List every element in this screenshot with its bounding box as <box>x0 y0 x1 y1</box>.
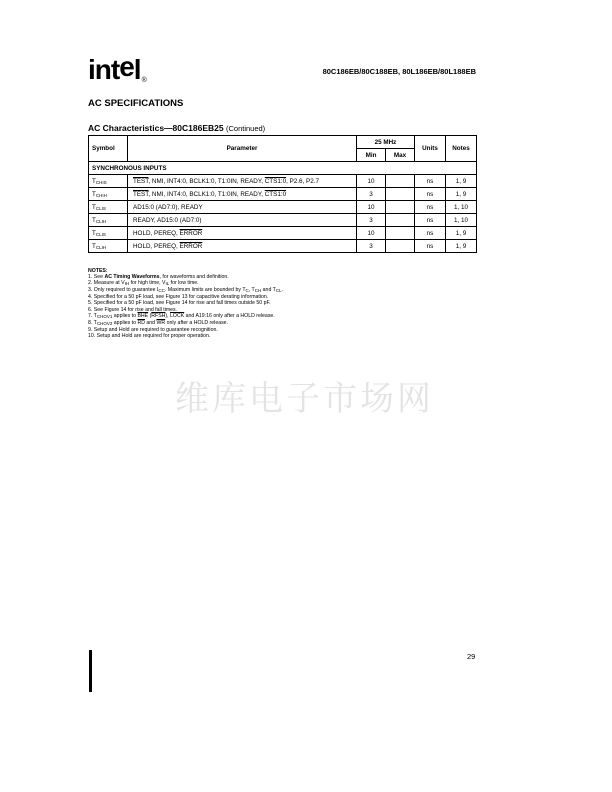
param-overline-c: CTS1:0 <box>264 177 287 185</box>
max-cell <box>386 175 415 188</box>
note-9: 9. Setup and Hold are required to guarantee recognition. <box>88 326 218 333</box>
header-parameter: Parameter <box>128 136 357 162</box>
min-cell: 10 <box>357 201 386 214</box>
table-header-row <box>89 136 477 149</box>
note-4: 4. Specified for a 50 pF load, see Figure 13 for capacitive derating information. <box>88 294 269 301</box>
note-3-g: and T <box>261 287 276 294</box>
header-units: Units <box>415 136 446 162</box>
note-2-c: for high time, V <box>129 280 166 287</box>
symbol-subscript: CLIH <box>95 218 107 224</box>
note-3 <box>88 287 408 294</box>
param-overline-c: ERROR <box>179 229 203 237</box>
param-overline-c: CTS1:0 <box>264 190 287 198</box>
symbol-text: T <box>92 216 96 224</box>
table-row <box>89 175 477 188</box>
param-text-b: HOLD, PEREQ, <box>133 229 180 237</box>
note-5: 5. Specified for a 50 pF load, see Figure 14 for rise and fall times outside 50 pF. <box>88 300 271 307</box>
note-2-a: 2. Measure at V <box>88 280 125 287</box>
parameter-cell <box>128 175 357 188</box>
header-freq: 25 MHz <box>357 136 415 149</box>
ac-characteristics-table <box>88 135 477 253</box>
param-text-b: , NMI, INT4:0, BCLK1:0, T1:0IN, READY, <box>148 177 265 185</box>
note-8-c: applies to <box>112 319 138 326</box>
note-3-sub-cc: CC <box>158 288 165 294</box>
header-min: Min <box>357 149 386 162</box>
symbol-text: T <box>92 229 96 237</box>
notes-cell: 1, 9 <box>446 240 477 253</box>
table-title <box>88 123 265 133</box>
parameter-cell <box>128 188 357 201</box>
logo-text-l: l <box>133 54 141 85</box>
symbol-subscript: CHIH <box>95 192 107 198</box>
units-cell: ns <box>415 240 446 253</box>
note-2-sub-ih: IH <box>124 281 130 287</box>
param-overline-a: TEST <box>133 190 149 198</box>
parameter-cell <box>128 240 357 253</box>
section-title: AC SPECIFICATIONS <box>88 98 184 109</box>
table-row <box>89 188 477 201</box>
note-3-sub-ch: CH <box>254 288 262 294</box>
page-number: 29 <box>467 652 476 661</box>
max-cell <box>386 201 415 214</box>
group-label: SYNCHRONOUS INPUTS <box>89 162 477 175</box>
param-text-b: , NMI, INT4:0, BCLK1:0, T1:0IN, READY, <box>148 190 265 198</box>
notes-cell: 1, 9 <box>446 227 477 240</box>
note-1-bold: AC Timing Waveforms <box>104 274 160 281</box>
note-8-g: only after a HOLD release. <box>165 319 229 326</box>
notes-cell: 1, 10 <box>446 214 477 227</box>
param-overline-c: ERROR <box>179 242 203 250</box>
symbol-text: T <box>92 177 96 185</box>
note-8-e: and <box>144 319 157 326</box>
symbol-cell <box>89 188 128 201</box>
note-7-i: and A19:16 only after a HOLD release. <box>184 312 275 319</box>
units-cell: ns <box>415 188 446 201</box>
note-7-lock: LOCK <box>170 312 185 319</box>
notes-cell: 1, 9 <box>446 188 477 201</box>
min-cell: 3 <box>357 214 386 227</box>
note-3-e: , T <box>248 287 255 294</box>
note-1-a: 1. See <box>88 274 105 281</box>
intel-logo <box>88 51 146 85</box>
units-cell: ns <box>415 201 446 214</box>
symbol-subscript: CLIS <box>95 231 106 237</box>
header-max: Max <box>386 149 415 162</box>
param-text-b: READY, AD15:0 (AD7:0) <box>133 216 202 224</box>
header-symbol: Symbol <box>89 136 128 162</box>
symbol-text: T <box>92 203 96 211</box>
notes-heading: NOTES: <box>88 268 108 274</box>
note-8-wr: $\overline{WR}$ <box>156 319 166 326</box>
note-7-c: applies to <box>112 312 138 319</box>
max-cell <box>386 188 415 201</box>
min-cell: 3 <box>357 240 386 253</box>
units-cell: ns <box>415 214 446 227</box>
notes-cell: 1, 10 <box>446 201 477 214</box>
table-row <box>89 240 477 253</box>
symbol-subscript: CLIH <box>95 244 107 250</box>
group-row <box>89 162 477 175</box>
note-3-i: . <box>281 287 284 294</box>
note-7-a: 7. T <box>88 312 97 319</box>
symbol-cell <box>89 175 128 188</box>
note-8 <box>88 320 408 327</box>
note-10: 10. Setup and Hold are required for proper operation. <box>88 332 211 339</box>
parameter-cell <box>128 201 357 214</box>
param-text-b: HOLD, PEREQ, <box>133 242 180 250</box>
max-cell <box>386 227 415 240</box>
parameter-cell <box>128 214 357 227</box>
param-text-d: , P2.6, P2.7 <box>286 177 319 185</box>
part-numbers-header: 80C186EB/80C188EB, 80L186EB/80L188EB <box>322 67 476 76</box>
note-2-e: for low time. <box>169 280 199 287</box>
min-cell: 3 <box>357 188 386 201</box>
note-7 <box>88 313 408 320</box>
param-overline-a: TEST <box>133 177 149 185</box>
units-cell: ns <box>415 175 446 188</box>
notes-block <box>88 268 408 339</box>
table-row <box>89 201 477 214</box>
symbol-subscript: CHIS <box>95 179 107 185</box>
note-3-sub-c: C <box>245 288 249 294</box>
units-cell: ns <box>415 227 446 240</box>
max-cell <box>386 214 415 227</box>
note-7-sub: CHOV1 <box>96 313 113 319</box>
note-7-bhe: $\overline{BHE}$ <box>137 312 149 319</box>
note-7-e: ( <box>148 312 152 319</box>
table-row <box>89 214 477 227</box>
registered-mark: ® <box>141 77 146 84</box>
note-1-c: , for waveforms and definition. <box>159 274 229 281</box>
symbol-text: T <box>92 190 96 198</box>
note-8-a: 8. T <box>88 319 97 326</box>
symbol-subscript: CLIS <box>95 205 106 211</box>
logo-text-e: e <box>119 51 134 82</box>
logo-text-int: int <box>88 54 120 85</box>
note-3-c: . Maximum limits are bounded by T <box>164 287 246 294</box>
symbol-cell <box>89 227 128 240</box>
note-3-a: 3. Only required to guarantee I <box>88 287 159 294</box>
min-cell: 10 <box>357 175 386 188</box>
note-7-g: ), <box>165 312 171 319</box>
parameter-cell <box>128 227 357 240</box>
header-notes: Notes <box>446 136 477 162</box>
table-title-suffix: (Continued) <box>225 124 266 133</box>
note-3-sub-cl: CL <box>275 288 282 294</box>
max-cell <box>386 240 415 253</box>
note-8-rd: $\overline{RD}$ <box>137 319 145 326</box>
table-row <box>89 227 477 240</box>
note-2-sub-il: IL <box>165 281 170 287</box>
symbol-text: T <box>92 242 96 250</box>
notes-cell: 1, 9 <box>446 175 477 188</box>
note-7-rfsh: RFSH <box>151 312 166 319</box>
note-2 <box>88 280 408 287</box>
symbol-cell <box>89 240 128 253</box>
table-title-main: AC Characteristics—80C186EB25 <box>88 123 224 133</box>
param-text-b: AD15:0 (AD7:0), READY <box>133 203 203 211</box>
symbol-cell <box>89 214 128 227</box>
symbol-cell <box>89 201 128 214</box>
min-cell: 10 <box>357 227 386 240</box>
watermark: 维库电子市场网 <box>175 379 434 419</box>
note-8-sub: CHOV2 <box>96 320 113 326</box>
note-6: 6. See Figure 14 for rise and fall times. <box>88 306 178 313</box>
change-bar <box>89 650 92 692</box>
